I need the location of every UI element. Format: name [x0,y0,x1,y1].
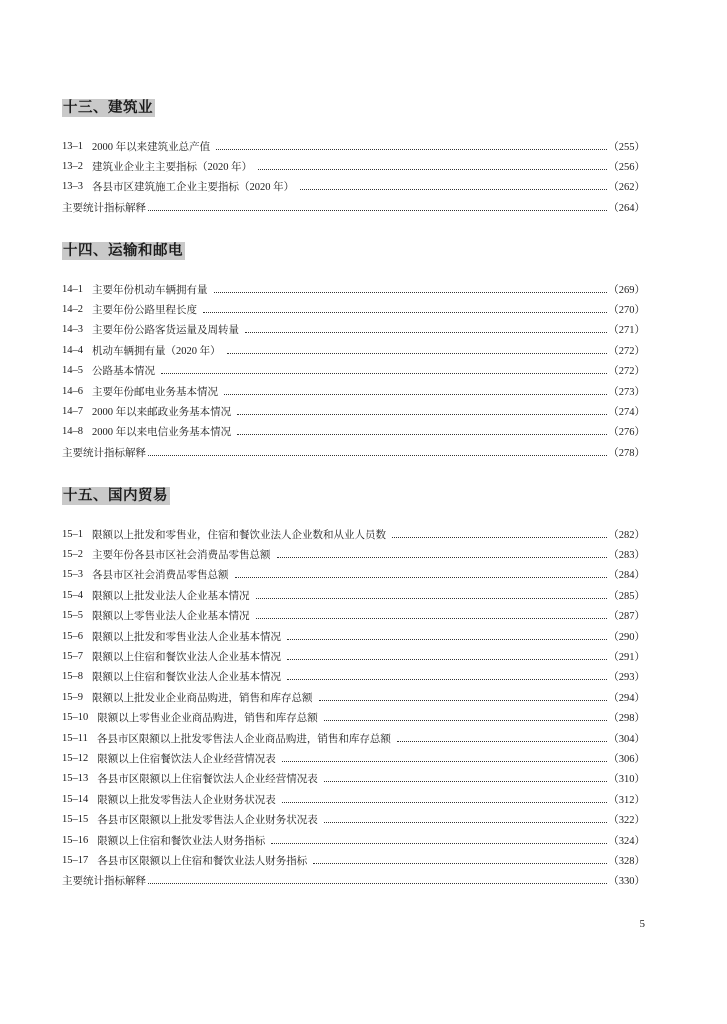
dot-leader [271,843,607,844]
entry-code: 13–1 [62,140,83,152]
entry-title: 2000 年以来邮政业务基本情况 [92,407,232,419]
notes-page: （264） [608,202,645,214]
entry-page: （256） [608,162,645,174]
entry-code: 15–3 [62,569,83,581]
entry-page: （270） [608,305,645,317]
entry-page: （274） [608,407,645,419]
entry-code: 15–17 [62,854,89,866]
entry-title: 各县市区限额以上住宿餐饮法人企业经营情况表 [97,774,318,786]
section-title: 十五、国内贸易 [63,488,168,504]
dot-leader [224,394,607,395]
entry-title: 限额以上批发零售法人企业财务状况表 [97,794,276,806]
entry-code: 14–1 [62,283,83,295]
dot-leader [256,598,608,599]
toc-entry [62,299,645,319]
toc-entry [62,136,645,156]
dot-leader [256,618,608,619]
dot-leader [235,577,608,578]
dot-leader [324,781,608,782]
entry-title: 2000 年以来建筑业总产值 [92,141,211,153]
entry-page: （293） [608,672,645,684]
toc-notes-entry [62,197,645,217]
dot-leader [148,455,607,456]
entry-code: 15–16 [62,834,89,846]
toc-entry [62,320,645,340]
entry-page: （262） [608,182,645,194]
dot-leader [282,802,608,803]
entry-page: （285） [608,590,645,602]
toc-entry [62,524,645,544]
section-title: 十四、运输和邮电 [63,243,183,259]
entry-code: 14–3 [62,324,83,336]
entry-page: （304） [608,733,645,745]
toc-section-construction [62,99,645,218]
dot-leader [148,883,607,884]
toc-entry [62,708,645,728]
dot-leader [216,149,607,150]
entry-page: （276） [608,427,645,439]
toc-entry [62,789,645,809]
entry-code: 15–2 [62,549,83,561]
entry-page: （310） [608,774,645,786]
entry-title: 主要年份机动车辆拥有量 [92,284,208,296]
entry-page: （306） [608,753,645,765]
entry-page: （283） [608,550,645,562]
entry-code: 14–4 [62,344,83,356]
entry-title: 限额以上住宿和餐饮业法人企业基本情况 [92,672,281,684]
entry-title: 建筑业企业主主要指标（2020 年） [92,162,253,174]
entry-page: （291） [608,652,645,664]
entry-title: 公路基本情况 [92,366,155,378]
entry-title: 主要年份邮电业务基本情况 [92,386,218,398]
entry-page: （287） [608,611,645,623]
entry-code: 15–8 [62,671,83,683]
dot-leader [319,700,608,701]
dot-leader [258,169,607,170]
section-title: 十三、建筑业 [63,100,153,116]
entry-code: 15–10 [62,712,89,724]
entry-page: （294） [608,692,645,704]
entry-page: （284） [608,570,645,582]
toc-entry [62,687,645,707]
entry-page: （255） [608,141,645,153]
dot-leader [214,292,608,293]
entry-code: 15–14 [62,793,89,805]
entry-title: 各县市区限额以上批发零售法人企业商品购进，销售和库存总额 [96,733,391,745]
dot-leader [203,312,607,313]
dot-leader [227,353,608,354]
dot-leader [277,557,608,558]
entry-page: （322） [608,815,645,827]
entry-page: （290） [608,631,645,643]
section-heading [62,99,645,117]
toc-entry-list [62,524,645,891]
dot-leader [287,639,607,640]
toc-notes-entry [62,871,645,891]
section-heading [62,242,645,260]
toc-entry [62,422,645,442]
entry-code: 14–5 [62,365,83,377]
entry-title: 限额以上零售业企业商品购进，销售和库存总额 [97,713,318,725]
dot-leader [287,659,607,660]
entry-code: 15–5 [62,610,83,622]
entry-code: 15–12 [62,752,89,764]
toc-entry [62,177,645,197]
toc-entry [62,606,645,626]
toc-entry [62,748,645,768]
entry-title: 限额以上批发和零售业，住宿和餐饮业法人企业数和从业人员数 [92,529,386,541]
toc-entry [62,728,645,748]
toc-entry [62,646,645,666]
entry-page: （272） [608,345,645,357]
entry-code: 15–11 [62,732,88,744]
notes-page: （278） [608,447,645,459]
dot-leader [324,720,608,721]
notes-title: 主要统计指标解释 [62,876,146,888]
toc-entry [62,340,645,360]
entry-title: 各县市区限额以上批发零售法人企业财务状况表 [97,815,318,827]
dot-leader [282,761,608,762]
entry-title: 限额以上批发业法人企业基本情况 [92,590,250,602]
toc-entry [62,850,645,870]
toc-entry [62,769,645,789]
entry-code: 15–15 [62,814,89,826]
entry-title: 限额以上住宿和餐饮业法人财务指标 [97,835,266,847]
entry-page: （298） [608,713,645,725]
toc-section-transport [62,242,645,463]
entry-title: 限额以上零售业法人企业基本情况 [92,611,250,623]
section-heading [62,487,645,505]
entry-code: 14–2 [62,304,83,316]
toc-entry [62,361,645,381]
entry-page: （312） [608,794,645,806]
dot-leader [148,210,607,211]
toc-section-domestic-trade [62,487,645,891]
toc-entry [62,626,645,646]
dot-leader [392,537,607,538]
entry-title: 主要年份公路客货运量及周转量 [92,325,239,337]
entry-page: （324） [608,835,645,847]
dot-leader [397,741,607,742]
toc-entry [62,156,645,176]
toc-entry [62,809,645,829]
dot-leader [313,863,607,864]
entry-code: 15–9 [62,691,83,703]
entry-title: 各县市区建筑施工企业主要指标（2020 年） [92,182,295,194]
entry-page: （273） [608,386,645,398]
entry-title: 主要年份公路里程长度 [92,305,197,317]
entry-page: （271） [608,325,645,337]
entry-code: 14–8 [62,426,83,438]
dot-leader [161,373,607,374]
dot-leader [324,822,608,823]
entry-title: 限额以上批发和零售业法人企业基本情况 [92,631,281,643]
entry-title: 限额以上住宿餐饮法人企业经营情况表 [97,753,276,765]
entry-title: 各县市区限额以上住宿和餐饮业法人财务指标 [97,855,308,867]
entry-code: 13–2 [62,161,83,173]
entry-title: 限额以上住宿和餐饮业法人企业基本情况 [92,652,281,664]
entry-code: 15–1 [62,528,83,540]
toc-entry [62,279,645,299]
entry-page: （328） [608,855,645,867]
toc-entry [62,565,645,585]
entry-code: 15–13 [62,773,89,785]
entry-title: 各县市区社会消费品零售总额 [92,570,229,582]
dot-leader [237,414,607,415]
entry-code: 15–6 [62,630,83,642]
dot-leader [300,189,607,190]
toc-entry [62,667,645,687]
toc-entry [62,401,645,421]
entry-page: （269） [608,284,645,296]
toc-notes-entry [62,442,645,462]
entry-title: 机动车辆拥有量（2020 年） [92,345,221,357]
notes-title: 主要统计指标解释 [62,447,146,459]
notes-page: （330） [608,876,645,888]
toc-entry [62,544,645,564]
dot-leader [245,332,607,333]
toc-entry [62,381,645,401]
notes-title: 主要统计指标解释 [62,202,146,214]
dot-leader [287,679,607,680]
entry-code: 15–7 [62,651,83,663]
entry-title: 2000 年以来电信业务基本情况 [92,427,232,439]
entry-code: 14–7 [62,406,83,418]
toc-entry-list [62,136,645,218]
entry-page: （282） [608,529,645,541]
entry-page: （272） [608,366,645,378]
entry-code: 13–3 [62,181,83,193]
toc-entry-list [62,279,645,463]
toc-entry [62,830,645,850]
entry-code: 14–6 [62,385,83,397]
dot-leader [237,434,607,435]
entry-code: 15–4 [62,589,83,601]
entry-title: 主要年份各县市区社会消费品零售总额 [92,550,271,562]
entry-title: 限额以上批发业企业商品购进，销售和库存总额 [92,692,313,704]
page-number: 5 [639,918,645,930]
toc-entry [62,585,645,605]
